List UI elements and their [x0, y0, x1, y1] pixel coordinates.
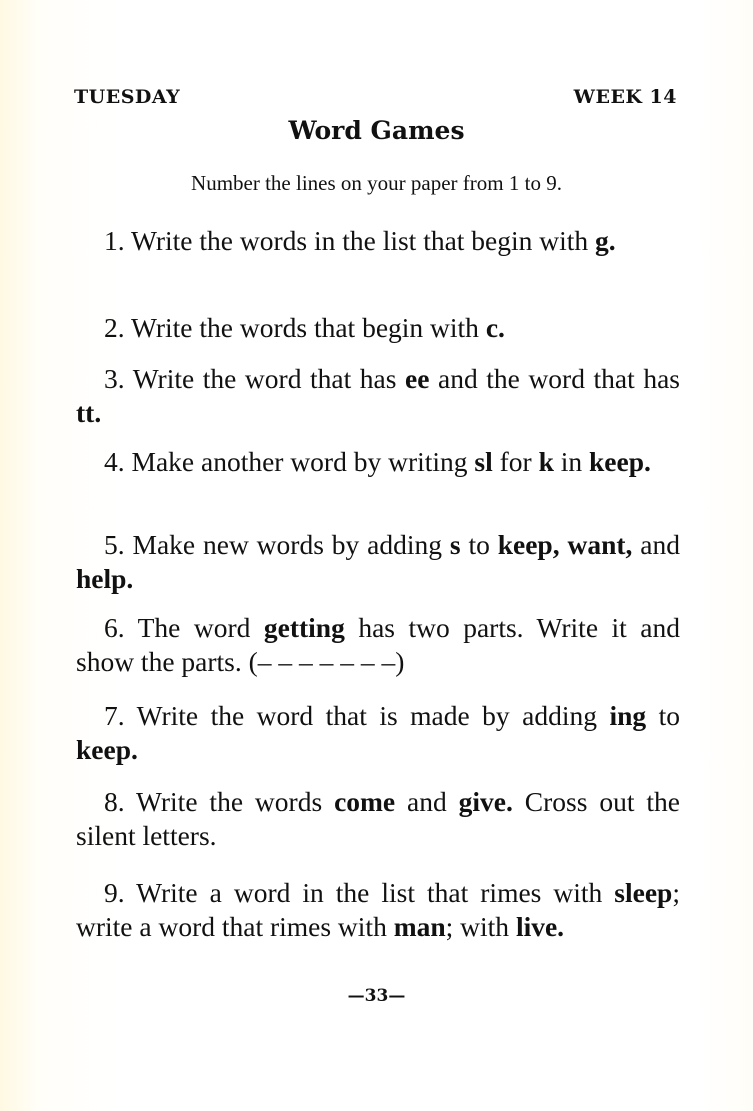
item-text: Write a word in the list that rimes with — [136, 877, 615, 908]
page-number: —33— — [347, 986, 406, 1006]
item-text: Cross out the silent letters. — [76, 786, 680, 851]
exercise-item-1 — [76, 224, 680, 258]
item-keyword: g. — [595, 225, 616, 256]
item-text: and — [632, 529, 680, 560]
item-keyword: keep, want, — [497, 529, 633, 560]
item-text: The word — [137, 612, 264, 643]
item-text: Make new words by adding — [132, 529, 450, 560]
instruction-text: Number the lines on your paper from 1 to 9. — [191, 171, 562, 195]
exercise-item-7 — [76, 699, 680, 767]
item-text: Write the word that is made by adding — [136, 700, 610, 731]
item-text: Make another word by writing — [131, 446, 475, 477]
item-text: ; write a word that rimes with — [76, 877, 680, 942]
item-text: has two parts. Write it and show the parts. (– – – – – – –) — [76, 612, 680, 677]
exercise-item-8 — [76, 785, 680, 853]
item-number: 8. — [104, 786, 137, 817]
item-text: to — [460, 529, 498, 560]
item-keyword: give. — [458, 786, 513, 817]
item-number: 5. — [104, 529, 133, 560]
item-keyword: come — [334, 786, 396, 817]
item-keyword: getting — [263, 612, 345, 643]
item-number: 7. — [104, 700, 137, 731]
item-keyword: c. — [485, 312, 505, 343]
item-text: to — [646, 700, 680, 731]
item-number: 1. — [104, 225, 132, 256]
item-text: Write the word that has — [132, 363, 406, 394]
item-keyword: keep. — [589, 446, 651, 477]
week-header: WEEK 14 — [573, 86, 677, 108]
item-keyword: live. — [515, 911, 565, 942]
item-keyword: k — [538, 446, 554, 477]
item-number: 6. — [104, 612, 138, 643]
page-title: Word Games — [288, 116, 465, 145]
day-header: TUESDAY — [74, 86, 181, 108]
item-text: Write the words that begin with — [131, 312, 486, 343]
item-number: 3. — [104, 363, 133, 394]
item-text: and the word that has — [429, 363, 680, 394]
exercise-item-6 — [76, 611, 680, 679]
exercise-item-5 — [76, 528, 680, 596]
item-keyword: ing — [609, 700, 647, 731]
exercise-item-3 — [76, 362, 680, 430]
item-text: Write the words in the list that begin with — [131, 225, 596, 256]
item-keyword: sl — [474, 446, 493, 477]
item-text: Write the words — [136, 786, 335, 817]
item-keyword: ee — [405, 363, 430, 394]
item-number: 4. — [104, 446, 132, 477]
item-keyword: keep. — [76, 734, 138, 765]
exercise-item-9 — [76, 876, 680, 944]
item-text: in — [553, 446, 590, 477]
exercise-item-4 — [76, 445, 680, 479]
item-keyword: s — [449, 529, 461, 560]
item-keyword: sleep — [614, 877, 673, 908]
item-text: and — [395, 786, 459, 817]
item-text: ; with — [445, 911, 516, 942]
item-number: 9. — [104, 877, 137, 908]
item-text: for — [492, 446, 539, 477]
item-keyword: man — [393, 911, 446, 942]
exercise-item-2 — [76, 311, 680, 345]
item-keyword: help. — [76, 563, 134, 594]
item-keyword: tt. — [76, 397, 102, 428]
item-number: 2. — [104, 312, 132, 343]
